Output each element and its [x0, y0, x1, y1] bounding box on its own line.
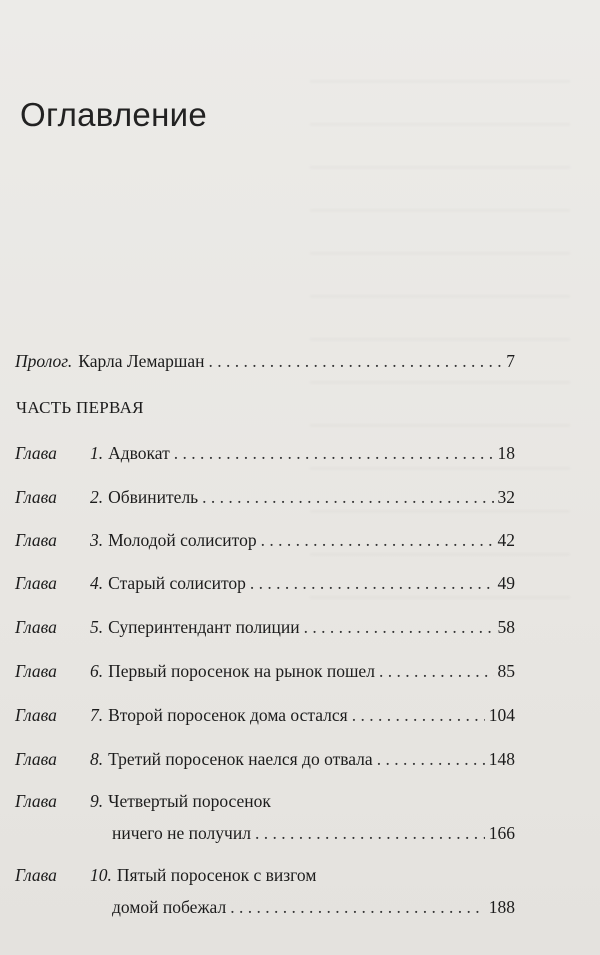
toc-entry-chapter-9 — [15, 790, 515, 844]
chapter-number: 2. — [90, 487, 104, 507]
chapter-number: 10. — [90, 865, 112, 885]
leader-dots — [208, 350, 502, 372]
chapter-number: 7. — [90, 705, 104, 725]
chapter-lead: Глава — [15, 443, 57, 463]
chapter-page: 58 — [497, 617, 515, 637]
chapter-page: 104 — [488, 705, 515, 725]
chapter-number: 8. — [90, 749, 104, 769]
chapter-page: 166 — [488, 823, 515, 843]
chapter-lead: Глава — [15, 617, 57, 637]
chapter-number: 6. — [90, 661, 104, 681]
leader-dots — [202, 486, 493, 508]
chapter-lead: Глава — [15, 705, 57, 725]
page-title: Оглавление — [20, 96, 207, 133]
toc-entry-chapter-1 — [15, 442, 515, 464]
chapter-title: Обвинитель — [108, 487, 199, 507]
toc-entry-prologue — [15, 350, 515, 372]
chapter-title: Третий поросенок наелся до отвала — [108, 749, 373, 769]
section-heading: ЧАСТЬ ПЕРВАЯ — [16, 398, 144, 417]
chapter-number: 4. — [90, 573, 104, 593]
chapter-page: 188 — [488, 897, 515, 917]
chapter-page: 148 — [488, 749, 515, 769]
chapter-title-continued: домой побежал — [112, 897, 227, 917]
leader-dots — [379, 660, 494, 682]
chapter-page: 32 — [497, 487, 515, 507]
chapter-title: Четвертый поросенок — [108, 791, 271, 811]
chapter-page: 49 — [497, 573, 515, 593]
prologue-label: Карла Лемаршан — [78, 351, 205, 371]
chapter-lead: Глава — [15, 749, 57, 769]
leader-dots — [261, 529, 494, 551]
chapter-title: Суперинтендант полиции — [108, 617, 300, 637]
leader-dots — [174, 442, 494, 464]
chapter-title: Молодой солиситор — [108, 530, 257, 550]
leader-dots — [250, 572, 494, 594]
toc-entry-chapter-5 — [15, 616, 515, 638]
chapter-number: 9. — [90, 791, 104, 811]
leader-dots — [352, 704, 485, 726]
chapter-title: Второй поросенок дома остался — [108, 705, 348, 725]
toc-entry-chapter-8 — [15, 748, 515, 770]
chapter-title: Первый поросенок на рынок пошел — [108, 661, 375, 681]
chapter-page: 18 — [497, 443, 515, 463]
chapter-lead: Глава — [15, 487, 57, 507]
chapter-lead: Глава — [15, 865, 57, 885]
toc-entry-chapter-10 — [15, 864, 515, 918]
leader-dots — [304, 616, 494, 638]
prologue-page: 7 — [506, 351, 515, 371]
leader-dots — [230, 896, 485, 918]
chapter-number: 5. — [90, 617, 104, 637]
chapter-number: 1. — [90, 443, 104, 463]
toc-entry-chapter-6 — [15, 660, 515, 682]
show-through-text — [310, 40, 570, 600]
toc-entry-chapter-7 — [15, 704, 515, 726]
chapter-page: 85 — [497, 661, 515, 681]
toc-entry-chapter-2 — [15, 486, 515, 508]
chapter-number: 3. — [90, 530, 104, 550]
chapter-lead: Глава — [15, 573, 57, 593]
chapter-title: Старый солиситор — [108, 573, 246, 593]
toc-entry-chapter-3 — [15, 529, 515, 551]
chapter-page: 42 — [497, 530, 515, 550]
chapter-lead: Глава — [15, 791, 57, 811]
chapter-lead: Глава — [15, 661, 57, 681]
chapter-title-continued: ничего не получил — [112, 823, 251, 843]
chapter-title: Адвокат — [108, 443, 170, 463]
chapter-title: Пятый поросенок с визгом — [116, 865, 317, 885]
prologue-lead: Пролог. — [15, 351, 73, 371]
toc-entry-chapter-4 — [15, 572, 515, 594]
leader-dots — [255, 822, 485, 844]
chapter-lead: Глава — [15, 530, 57, 550]
leader-dots — [377, 748, 485, 770]
